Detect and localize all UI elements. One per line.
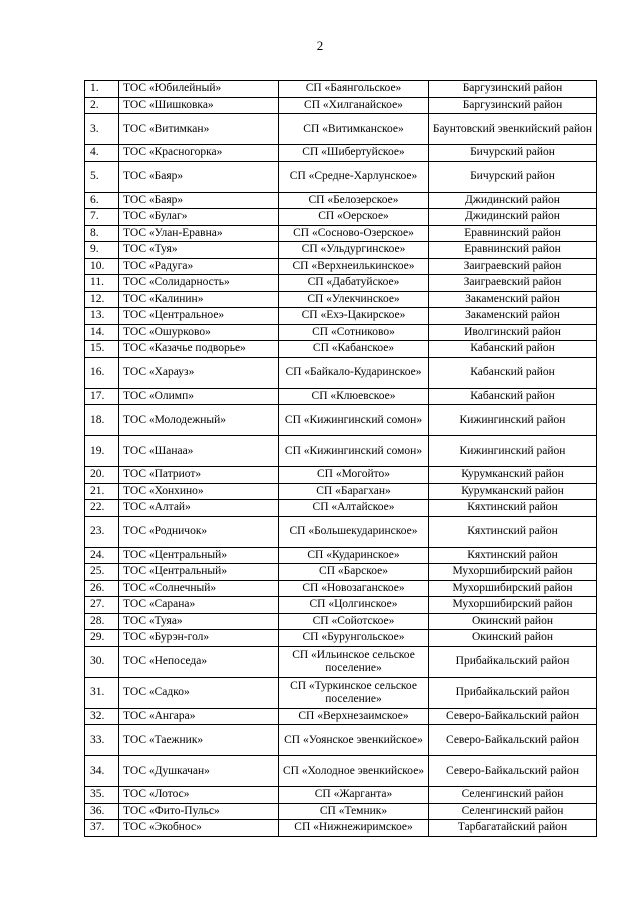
tos-name: ТОС «Патриот» bbox=[119, 467, 279, 484]
settlement-name: СП «Оерское» bbox=[279, 209, 429, 226]
settlement-name: СП «Темник» bbox=[279, 803, 429, 820]
district-name: Баргузинский район bbox=[429, 97, 597, 114]
table-row bbox=[85, 613, 597, 630]
row-number: 5. bbox=[85, 161, 119, 192]
tos-name: ТОС «Туяа» bbox=[119, 613, 279, 630]
row-number: 13. bbox=[85, 308, 119, 325]
table-row bbox=[85, 324, 597, 341]
settlement-name: СП «Кижингинский сомон» bbox=[279, 405, 429, 436]
row-number: 12. bbox=[85, 291, 119, 308]
row-number: 31. bbox=[85, 677, 119, 708]
row-number: 11. bbox=[85, 275, 119, 292]
table-row bbox=[85, 597, 597, 614]
tos-name: ТОС «Экобнос» bbox=[119, 820, 279, 837]
settlement-name: СП «Дабатуйское» bbox=[279, 275, 429, 292]
tos-table bbox=[84, 80, 597, 837]
district-name: Закаменский район bbox=[429, 308, 597, 325]
row-number: 18. bbox=[85, 405, 119, 436]
settlement-name: СП «Кабанское» bbox=[279, 341, 429, 358]
table-row bbox=[85, 291, 597, 308]
tos-name: ТОС «Баяр» bbox=[119, 192, 279, 209]
settlement-name: СП «Сосново-Озерское» bbox=[279, 225, 429, 242]
page-number: 2 bbox=[316, 38, 324, 53]
table-row bbox=[85, 580, 597, 597]
settlement-name: СП «Могойто» bbox=[279, 467, 429, 484]
district-name: Бичурский район bbox=[429, 145, 597, 162]
settlement-name: СП «Верхнеилькинское» bbox=[279, 258, 429, 275]
table-row bbox=[85, 483, 597, 500]
settlement-name: СП «Уоянское эвенкийское» bbox=[279, 725, 429, 756]
settlement-name: СП «Барагхан» bbox=[279, 483, 429, 500]
tos-name: ТОС «Олимп» bbox=[119, 388, 279, 405]
district-name: Кабанский район bbox=[429, 341, 597, 358]
tos-name: ТОС «Шишковка» bbox=[119, 97, 279, 114]
settlement-name: СП «Бурунгольское» bbox=[279, 630, 429, 647]
table-row bbox=[85, 820, 597, 837]
table-row bbox=[85, 564, 597, 581]
row-number: 36. bbox=[85, 803, 119, 820]
district-name: Северо-Байкальский район bbox=[429, 708, 597, 725]
table-row bbox=[85, 357, 597, 388]
table-row bbox=[85, 81, 597, 98]
row-number: 24. bbox=[85, 547, 119, 564]
tos-name: ТОС «Хонхино» bbox=[119, 483, 279, 500]
district-name: Заиграевский район bbox=[429, 275, 597, 292]
table-row bbox=[85, 646, 597, 677]
settlement-name: СП «Улекчинское» bbox=[279, 291, 429, 308]
tos-name: ТОС «Центральный» bbox=[119, 564, 279, 581]
table-row bbox=[85, 161, 597, 192]
district-name: Закаменский район bbox=[429, 291, 597, 308]
settlement-name: СП «Байкало-Кударинское» bbox=[279, 357, 429, 388]
tos-name: ТОС «Красногорка» bbox=[119, 145, 279, 162]
table-row bbox=[85, 388, 597, 405]
district-name: Прибайкальский район bbox=[429, 646, 597, 677]
table-row bbox=[85, 547, 597, 564]
district-name: Еравнинский район bbox=[429, 242, 597, 259]
district-name: Кяхтинский район bbox=[429, 500, 597, 517]
tos-name: ТОС «Харауз» bbox=[119, 357, 279, 388]
settlement-name: СП «Верхнезаимское» bbox=[279, 708, 429, 725]
settlement-name: СП «Холодное эвенкийское» bbox=[279, 756, 429, 787]
district-name: Заиграевский район bbox=[429, 258, 597, 275]
settlement-name: СП «Клюевское» bbox=[279, 388, 429, 405]
row-number: 2. bbox=[85, 97, 119, 114]
row-number: 19. bbox=[85, 436, 119, 467]
row-number: 14. bbox=[85, 324, 119, 341]
table-row bbox=[85, 225, 597, 242]
table-row bbox=[85, 756, 597, 787]
district-name: Тарбагатайский район bbox=[429, 820, 597, 837]
row-number: 15. bbox=[85, 341, 119, 358]
tos-name: ТОС «Садко» bbox=[119, 677, 279, 708]
tos-name: ТОС «Туя» bbox=[119, 242, 279, 259]
settlement-name: СП «Барское» bbox=[279, 564, 429, 581]
district-name: Кяхтинский район bbox=[429, 547, 597, 564]
district-name: Мухоршибирский район bbox=[429, 564, 597, 581]
district-name: Мухоршибирский район bbox=[429, 597, 597, 614]
district-name: Джидинский район bbox=[429, 192, 597, 209]
table-row bbox=[85, 275, 597, 292]
settlement-name: СП «Хилганайское» bbox=[279, 97, 429, 114]
district-name: Курумканский район bbox=[429, 467, 597, 484]
table-row bbox=[85, 192, 597, 209]
tos-name: ТОС «Молодежный» bbox=[119, 405, 279, 436]
tos-table-body bbox=[85, 81, 597, 837]
settlement-name: СП «Большекударинское» bbox=[279, 516, 429, 547]
district-name: Мухоршибирский район bbox=[429, 580, 597, 597]
district-name: Прибайкальский район bbox=[429, 677, 597, 708]
row-number: 6. bbox=[85, 192, 119, 209]
table-row bbox=[85, 708, 597, 725]
table-row bbox=[85, 725, 597, 756]
row-number: 1. bbox=[85, 81, 119, 98]
settlement-name: СП «Ехэ-Цакирское» bbox=[279, 308, 429, 325]
tos-name: ТОС «Булаг» bbox=[119, 209, 279, 226]
tos-name: ТОС «Солнечный» bbox=[119, 580, 279, 597]
settlement-name: СП «Ильинское сельское поселение» bbox=[279, 646, 429, 677]
row-number: 35. bbox=[85, 787, 119, 804]
row-number: 20. bbox=[85, 467, 119, 484]
tos-name: ТОС «Юбилейный» bbox=[119, 81, 279, 98]
table-row bbox=[85, 145, 597, 162]
row-number: 28. bbox=[85, 613, 119, 630]
row-number: 26. bbox=[85, 580, 119, 597]
settlement-name: СП «Ульдургинское» bbox=[279, 242, 429, 259]
district-name: Селенгинский район bbox=[429, 787, 597, 804]
settlement-name: СП «Алтайское» bbox=[279, 500, 429, 517]
district-name: Кабанский район bbox=[429, 357, 597, 388]
district-name: Кижингинский район bbox=[429, 405, 597, 436]
row-number: 25. bbox=[85, 564, 119, 581]
row-number: 22. bbox=[85, 500, 119, 517]
settlement-name: СП «Жарганта» bbox=[279, 787, 429, 804]
tos-name: ТОС «Непоседа» bbox=[119, 646, 279, 677]
settlement-name: СП «Нижнежиримское» bbox=[279, 820, 429, 837]
district-name: Селенгинский район bbox=[429, 803, 597, 820]
row-number: 29. bbox=[85, 630, 119, 647]
district-name: Кабанский район bbox=[429, 388, 597, 405]
tos-name: ТОС «Ошурково» bbox=[119, 324, 279, 341]
settlement-name: СП «Кударинское» bbox=[279, 547, 429, 564]
tos-name: ТОС «Сарана» bbox=[119, 597, 279, 614]
table-row bbox=[85, 341, 597, 358]
table-row bbox=[85, 405, 597, 436]
row-number: 16. bbox=[85, 357, 119, 388]
tos-name: ТОС «Калинин» bbox=[119, 291, 279, 308]
table-row bbox=[85, 787, 597, 804]
district-name: Еравнинский район bbox=[429, 225, 597, 242]
row-number: 10. bbox=[85, 258, 119, 275]
settlement-name: СП «Туркинское сельское поселение» bbox=[279, 677, 429, 708]
tos-name: ТОС «Витимкан» bbox=[119, 114, 279, 145]
tos-name: ТОС «Баяр» bbox=[119, 161, 279, 192]
district-name: Окинский район bbox=[429, 613, 597, 630]
row-number: 37. bbox=[85, 820, 119, 837]
tos-name: ТОС «Душкачан» bbox=[119, 756, 279, 787]
district-name: Кяхтинский район bbox=[429, 516, 597, 547]
settlement-name: СП «Витимканское» bbox=[279, 114, 429, 145]
settlement-name: СП «Цолгинское» bbox=[279, 597, 429, 614]
table-row bbox=[85, 436, 597, 467]
tos-name: ТОС «Центральное» bbox=[119, 308, 279, 325]
district-name: Кижингинский район bbox=[429, 436, 597, 467]
table-row bbox=[85, 242, 597, 259]
settlement-name: СП «Белозерское» bbox=[279, 192, 429, 209]
tos-name: ТОС «Бурэн-гол» bbox=[119, 630, 279, 647]
tos-name: ТОС «Солидарность» bbox=[119, 275, 279, 292]
district-name: Иволгинский район bbox=[429, 324, 597, 341]
tos-name: ТОС «Казачье подворье» bbox=[119, 341, 279, 358]
row-number: 32. bbox=[85, 708, 119, 725]
row-number: 21. bbox=[85, 483, 119, 500]
settlement-name: СП «Баянгольское» bbox=[279, 81, 429, 98]
tos-name: ТОС «Шанаа» bbox=[119, 436, 279, 467]
tos-name: ТОС «Таежник» bbox=[119, 725, 279, 756]
table-row bbox=[85, 630, 597, 647]
tos-name: ТОС «Радуга» bbox=[119, 258, 279, 275]
row-number: 33. bbox=[85, 725, 119, 756]
row-number: 7. bbox=[85, 209, 119, 226]
row-number: 3. bbox=[85, 114, 119, 145]
tos-name: ТОС «Ангара» bbox=[119, 708, 279, 725]
table-row bbox=[85, 500, 597, 517]
settlement-name: СП «Кижингинский сомон» bbox=[279, 436, 429, 467]
tos-name: ТОС «Фито-Пульс» bbox=[119, 803, 279, 820]
district-name: Северо-Байкальский район bbox=[429, 725, 597, 756]
settlement-name: СП «Сотниково» bbox=[279, 324, 429, 341]
table-row bbox=[85, 308, 597, 325]
row-number: 9. bbox=[85, 242, 119, 259]
tos-name: ТОС «Алтай» bbox=[119, 500, 279, 517]
tos-name: ТОС «Центральный» bbox=[119, 547, 279, 564]
settlement-name: СП «Новозаганское» bbox=[279, 580, 429, 597]
tos-name: ТОС «Родничок» bbox=[119, 516, 279, 547]
district-name: Джидинский район bbox=[429, 209, 597, 226]
row-number: 27. bbox=[85, 597, 119, 614]
row-number: 23. bbox=[85, 516, 119, 547]
tos-name: ТОС «Лотос» bbox=[119, 787, 279, 804]
row-number: 34. bbox=[85, 756, 119, 787]
district-name: Бичурский район bbox=[429, 161, 597, 192]
row-number: 8. bbox=[85, 225, 119, 242]
settlement-name: СП «Сойотское» bbox=[279, 613, 429, 630]
table-row bbox=[85, 209, 597, 226]
table-row bbox=[85, 516, 597, 547]
tos-name: ТОС «Улан-Еравна» bbox=[119, 225, 279, 242]
district-name: Курумканский район bbox=[429, 483, 597, 500]
row-number: 17. bbox=[85, 388, 119, 405]
table-row bbox=[85, 258, 597, 275]
settlement-name: СП «Шибертуйское» bbox=[279, 145, 429, 162]
district-name: Северо-Байкальский район bbox=[429, 756, 597, 787]
table-row bbox=[85, 677, 597, 708]
district-name: Баргузинский район bbox=[429, 81, 597, 98]
table-row bbox=[85, 97, 597, 114]
row-number: 4. bbox=[85, 145, 119, 162]
row-number: 30. bbox=[85, 646, 119, 677]
district-name: Окинский район bbox=[429, 630, 597, 647]
table-row bbox=[85, 803, 597, 820]
table-row bbox=[85, 114, 597, 145]
settlement-name: СП «Средне-Харлунское» bbox=[279, 161, 429, 192]
district-name: Баунтовский эвенкийский район bbox=[429, 114, 597, 145]
table-row bbox=[85, 467, 597, 484]
